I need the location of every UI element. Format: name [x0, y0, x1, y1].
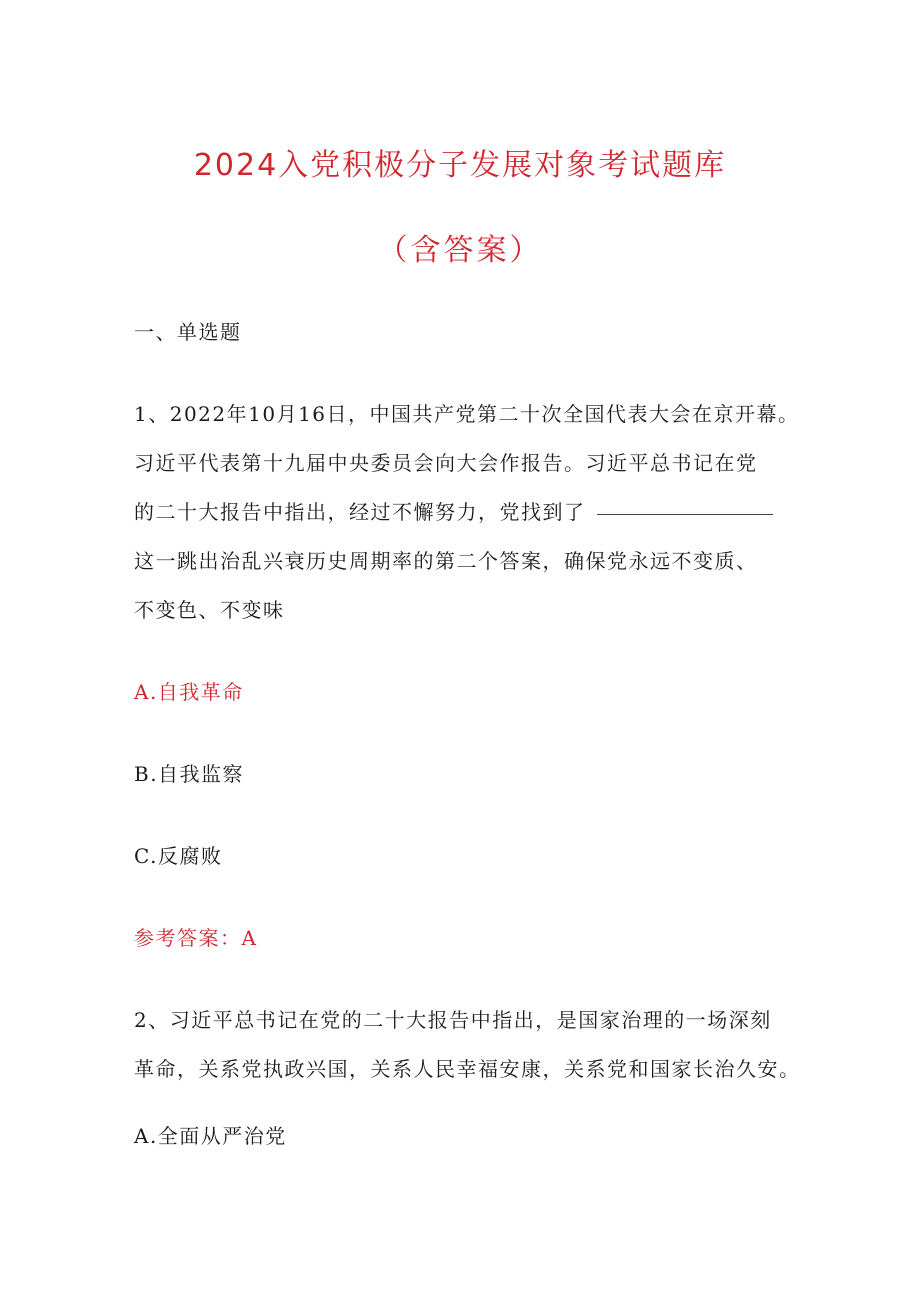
question-1-line-2: 习近平代表第十九届中央委员会向大会作报告。习近平总书记在党: [134, 451, 758, 475]
fill-in-blank-line: [597, 514, 773, 515]
question-1-answer: 参考答案：A: [134, 926, 258, 950]
section-heading: 一、单选题: [134, 320, 242, 344]
question-2-line-2: 革命，关系党执政兴国，关系人民幸福安康，关系党和国家长治久安。: [134, 1057, 801, 1081]
question-1-option-c: C.反腐败: [134, 844, 223, 868]
question-1-line-1: 1、2022年10月16日，中国共产党第二十次全国代表大会在京开幕。: [134, 402, 800, 426]
question-2-option-a: A.全面从严治党: [134, 1124, 287, 1148]
question-1-line-3: 的二十大报告中指出，经过不懈努力，党找到了: [134, 500, 586, 524]
question-1-line-4: 这一跳出治乱兴衰历史周期率的第二个答案，确保党永远不变质、: [134, 549, 758, 573]
question-1-line-5: 不变色、不变味: [134, 598, 285, 622]
document-title: 2024入党积极分子发展对象考试题库: [193, 148, 727, 183]
question-1-option-a: A.自我革命: [134, 680, 244, 704]
document-subtitle: （含答案）: [377, 233, 543, 268]
question-2-line-1: 2、习近平总书记在党的二十大报告中指出，是国家治理的一场深刻: [134, 1008, 772, 1032]
question-1-option-b: B.自我监察: [134, 762, 245, 786]
